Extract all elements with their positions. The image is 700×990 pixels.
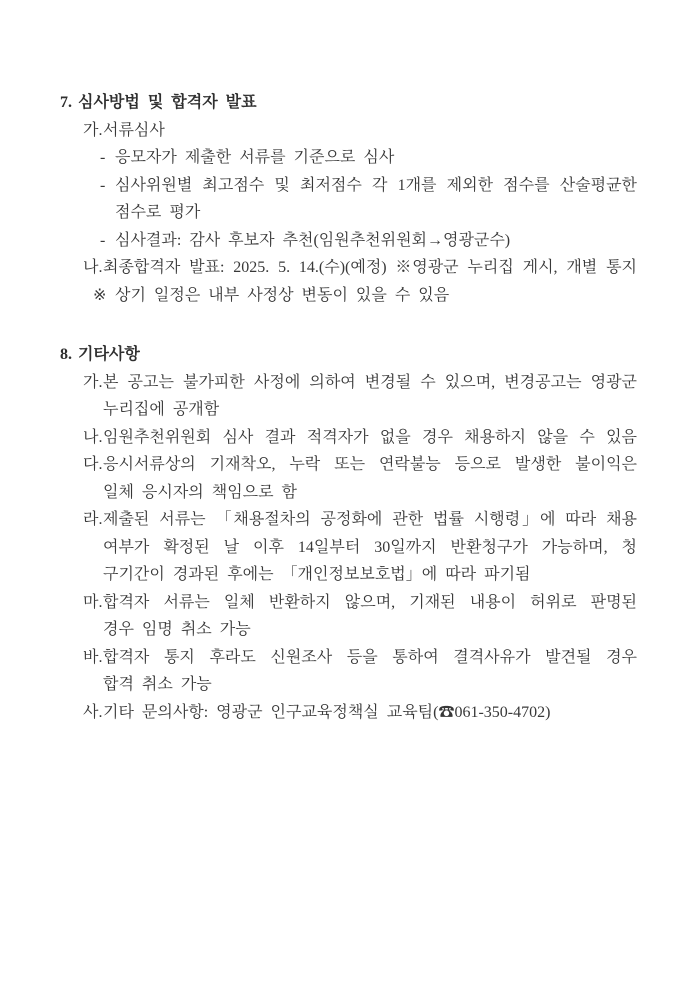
- list-item-8-ma: [60, 589, 637, 644]
- text-line: 심사결과: 감사 후보자 추천(임원추천위원회→영광군수): [115, 231, 511, 249]
- text-line: 심사위원별 최고점수 및 최저점수 각 1개를 제외한 점수를 산술평균한: [115, 176, 637, 194]
- text-line: 합격자 서류는 일체 반환하지 않으며, 기재된 내용이 허위로 판명된: [103, 593, 637, 611]
- item-marker: 사.: [83, 703, 103, 721]
- text-line: 임원추천위원회 심사 결과 적격자가 없을 경우 채용하지 않을 수 있음: [103, 428, 637, 446]
- section-7-title: 심사방법 및 합격자 발표: [78, 94, 257, 111]
- text-line: 경우 임명 취소 가능: [103, 621, 251, 638]
- item-marker: 바.: [83, 648, 103, 666]
- list-item-7-dash-3: [60, 227, 637, 255]
- section-7-heading: [60, 89, 637, 117]
- item-marker: 마.: [83, 593, 103, 611]
- item-marker: 나.: [83, 259, 103, 276]
- section-7-number: 7.: [60, 94, 72, 111]
- text-line: 누리집에 공개함: [103, 401, 220, 418]
- section-8: [60, 341, 637, 726]
- list-item-7-dash-2: [60, 172, 637, 227]
- list-item-8-ba: [60, 644, 637, 699]
- text-line: 일체 응시자의 책임으로 함: [103, 483, 298, 501]
- section-8-title: 기타사항: [78, 346, 140, 363]
- reference-mark: ※: [93, 286, 107, 304]
- section-7: [60, 89, 637, 309]
- text-line: 합격자 통지 후라도 신원조사 등을 통하여 결격사유가 발견될 경우: [103, 648, 637, 666]
- document-content: [60, 89, 637, 726]
- text-line: 서류심사: [103, 121, 165, 139]
- list-item-8-da: [60, 451, 637, 506]
- item-marker: 가.: [83, 121, 103, 139]
- section-8-heading: [60, 341, 637, 369]
- text-line: 구기간이 경과된 후에는 「개인정보보호법」에 따라 파기됨: [103, 566, 531, 583]
- text-line: 응모자가 제출한 서류를 기준으로 심사: [115, 149, 395, 166]
- item-marker: 다.: [83, 456, 103, 473]
- list-item-8-sa: [60, 699, 637, 727]
- text-line: 여부가 확정된 날 이후 14일부터 30일까지 반환청구가 가능하며, 청: [103, 538, 637, 556]
- text-line: 응시서류상의 기재착오, 누락 또는 연락불능 등으로 발생한 불이익은: [103, 456, 637, 473]
- list-item-8-ra: [60, 506, 637, 589]
- text-line: 최종합격자 발표: 2025. 5. 14.(수)(예정) ※영광군 누리집 게시, 개별 통지: [103, 259, 637, 276]
- dash-marker: -: [100, 149, 106, 166]
- list-item-7-dash-1: [60, 144, 637, 172]
- text-line: 제출된 서류는 「채용절차의 공정화에 관한 법률 시행령」에 따라 채용: [103, 511, 637, 528]
- note-item-7: [60, 282, 637, 310]
- dash-marker: -: [100, 176, 106, 194]
- item-marker: 가.: [83, 373, 103, 391]
- dash-marker: -: [100, 231, 106, 249]
- text-line: 합격 취소 가능: [103, 676, 212, 693]
- item-marker: 나.: [83, 428, 103, 446]
- item-marker: 라.: [83, 511, 103, 528]
- contact-line: 기타 문의사항: 영광군 인구교육정책실 교육팀(☎061-350-4702): [103, 703, 551, 721]
- list-item-8-na: [60, 424, 637, 452]
- section-8-number: 8.: [60, 346, 72, 363]
- text-line: 점수로 평가: [115, 204, 201, 221]
- text-line: 상기 일정은 내부 사정상 변동이 있을 수 있음: [115, 286, 450, 304]
- list-item-7-ga: [60, 117, 637, 145]
- list-item-8-ga: [60, 369, 637, 424]
- list-item-7-na: [60, 254, 637, 282]
- text-line: 본 공고는 불가피한 사정에 의하여 변경될 수 있으며, 변경공고는 영광군: [103, 373, 637, 391]
